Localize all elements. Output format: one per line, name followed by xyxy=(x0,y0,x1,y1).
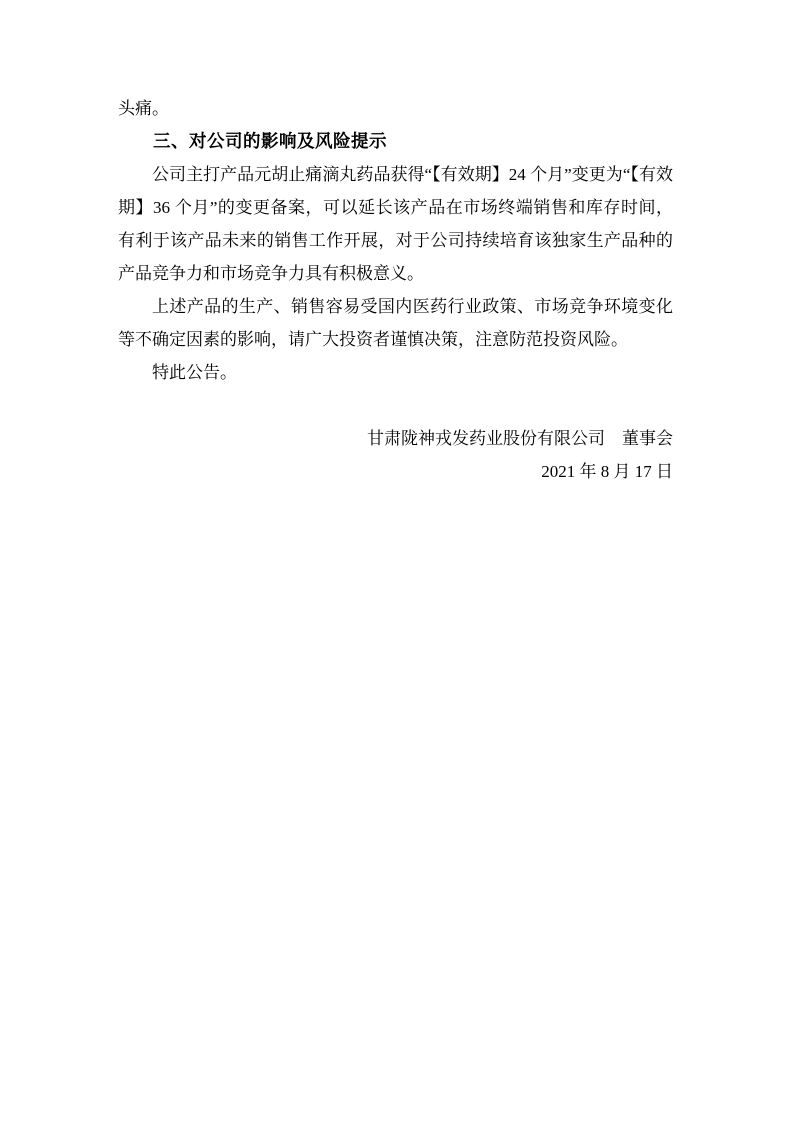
paragraph-product-impact: 公司主打产品元胡止痛滴丸药品获得“【有效期】24 个月”变更为“【有效期】36 个月”的变更备案，可以延长该产品在市场终端销售和库存时间，有利于该产品未来的销售工作开展，对于公司持续培育该独家生产品种的产品竞争力和市场竞争力具有积极意义。 xyxy=(118,165,673,283)
paragraph-risk-warning: 上述产品的生产、销售容易受国内医药行业政策、市场竞争环境变化等不确定因素的影响，请广大投资者谨慎决策，注意防范投资风险。 xyxy=(118,297,673,349)
closing-statement: 特此公告。 xyxy=(152,363,237,382)
signature-block xyxy=(118,422,673,488)
signature-company: 甘肃陇神戎发药业股份有限公司 董事会 xyxy=(367,429,673,448)
signature-date: 2021 年 8 月 17 日 xyxy=(541,462,673,481)
section-heading: 三、对公司的影响及风险提示 xyxy=(153,131,387,151)
continuation-text: 头痛。 xyxy=(118,99,169,118)
